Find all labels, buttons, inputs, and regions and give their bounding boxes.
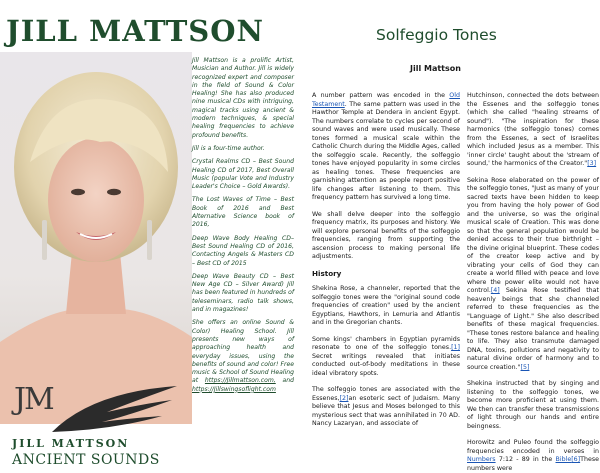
bio-paragraph-school [192, 319, 294, 394]
article-column-2 [467, 92, 599, 472]
footnote-4-link[interactable]: [4] [490, 287, 500, 294]
text: 7:12 - 89 in the [495, 456, 556, 463]
article-paragraph: Shekina instructed that by singing and listening to the solfeggio tones, we become more proficient at using them. We then can transfer these transmissions of light through our hands and entire beingness. [467, 380, 599, 430]
text: These numbers were [467, 456, 599, 472]
bio-and-text: and [282, 377, 295, 385]
article-column-1 [312, 92, 460, 427]
text: . The same pattern was used in the Hawthor Temple at Dendera in ancient Egypt. The numbers correlate to cycles per second of sound waves and were used musically. These tones formed a musical scale within the Catholic Church during the Middle Ages, called the solfeggio scale. Recently, the solfeggio tones have enjoyed popularity in some circles as healing tones. These frequencies are garnishing attention as people report positive life changes after listening to them. This frequency pattern has survived a long time. [312, 100, 460, 201]
bio-paragraph: Crystal Realms CD – Best Sound Healing CD of 2017, Best Overall Music (popular Vote and Industry Leader's Choice – Gold Awards). [192, 158, 294, 191]
bio-school-text: She offers an online Sound & Color) Healing School. Jill presents new ways of approaching health and everyday issues, using the benefits of sound and color! Free music & School of Sound Healing at [192, 319, 294, 385]
history-heading: History [312, 268, 342, 278]
article-paragraph [467, 92, 599, 169]
footnote-6-link[interactable]: [6] [571, 456, 581, 463]
jillmattson-link[interactable]: https://Jillmattson.com, [204, 377, 276, 385]
article-paragraph [312, 386, 460, 429]
old-testament-link[interactable]: Old Testament [312, 92, 460, 108]
portrait-illustration [0, 52, 192, 424]
article-paragraph: Shekina Rose, a channeler, reported that the solfeggio tones were the "original sound code frequencies of creation" used by the ancient Egyptians, Hawthors, in Lemuria and Atlantis and in the Gregorian chants. [312, 285, 460, 326]
bio-paragraph: Jill Mattson is a prolific Artist, Musician and Author. Jill is widely recognized expert and composer in the field of Sound & Color Healing! She has also produced nine musical CDs with intriguing, magical tracks using ancient & modern techniques, & special healing frequencies to achieve profound benefits. [192, 57, 294, 139]
logo-subtitle: ANCIENT SOUNDS [12, 452, 160, 468]
bio-column [192, 57, 294, 423]
bio-paragraph: Jill is a four-time author. [192, 144, 265, 152]
text: The solfeggio tones are associated with the Essenes, [312, 386, 460, 402]
article-paragraph: We shall delve deeper into the solfeggio frequency matrix, its purposes and history. We will explore personal benefits of the solfeggio frequencies, ranging from supporting the ascension process to making personal life adjustments. [312, 210, 460, 260]
article-paragraph [312, 336, 460, 379]
bio-paragraph: Deep Wave Beauty CD – Best New Age CD – Silver Award) Jill has been featured in hundreds of teleseminars, radio talk shows, and in magazines! [192, 272, 294, 314]
article-paragraph [467, 177, 599, 373]
text: Sekina Rose testified that heavenly beings that she channeled referred to these frequencies as the "Language of Light." She also described benefits of these magical frequencies. "These tones restore balance and healing to life. They also transmute damaged DNA, toxins, pollutions and negativity to natural divine order of harmony and to source creation." [467, 287, 599, 371]
text: Horowitz and Puleo found the solfeggio frequencies encoded in verses in [467, 439, 599, 455]
bio-paragraph: Deep Wave Body Healing CD– Best Sound Healing CD of 2016, Contacting Angels & Masters CD – Best CD of 2015 [192, 234, 294, 267]
author-photo [0, 52, 192, 468]
article-paragraph [467, 439, 599, 473]
footnote-1-link[interactable]: [1] [451, 344, 460, 351]
text: Hutchinson, connected the dots between the Essenes and the solfeggio tones (which she called "healing streams of sound"). "The inspiration for these harmonics (the solfeggio tones) comes from the Essenes, a sect of Israelites which included Jesus as a member. This 'inner circle' taught about the 'stream of sound,' the harmonics of the Creator." [467, 92, 599, 167]
logo-name: JILL MATTSON [12, 437, 130, 450]
text: Secret writings revealed that initiates conducted out-of-body meditations in these ideal vibratory spots. [312, 352, 460, 377]
text: A number pattern was encoded in the [312, 92, 450, 99]
banner-title: JILL MATTSON [6, 14, 265, 48]
text: an esoteric sect of Judaism. Many believe that Jesus and Moses belonged to this mysterious sect that was annihilated in 70 AD. Nancy Lazaryan, and associate of [312, 394, 460, 427]
article-title: Solfeggio Tones [376, 26, 497, 44]
article-author: Jill Mattson [410, 64, 461, 73]
footnote-3-link[interactable]: [3] [587, 160, 597, 167]
bible-link[interactable]: Bible [555, 456, 572, 463]
wingsoflight-link[interactable]: https://Jillswingsoflight.com [192, 385, 276, 393]
bio-paragraph: The Lost Waves of Time – Best Book of 2016 and Best Alternative Science book of 2016, [192, 196, 294, 229]
footnote-5-link[interactable]: [5] [520, 363, 530, 371]
logo-initials: JM [14, 382, 53, 417]
footnote-2-link[interactable]: [2] [339, 394, 349, 402]
text: Sekina Rose elaborated on the power of the solfeggio tones, "Just as many of your sacred texts have been hidden to keep you from having the holy power of God and the universe, so was the original musical scale of Creation. This was done so that the general population would be denied access to their true birthright – the divine original blueprint. These codes of the creator keep active and by vibrating your cells of God they can create a world filled with peace and love where the power elite would not have control. [467, 176, 599, 294]
article-paragraph [312, 92, 460, 203]
numbers-link[interactable]: Numbers [467, 456, 496, 463]
text: Some kings' chambers in Egyptian pyramids resonate to one of the solfeggio tones. [312, 335, 460, 351]
logo [12, 382, 182, 472]
